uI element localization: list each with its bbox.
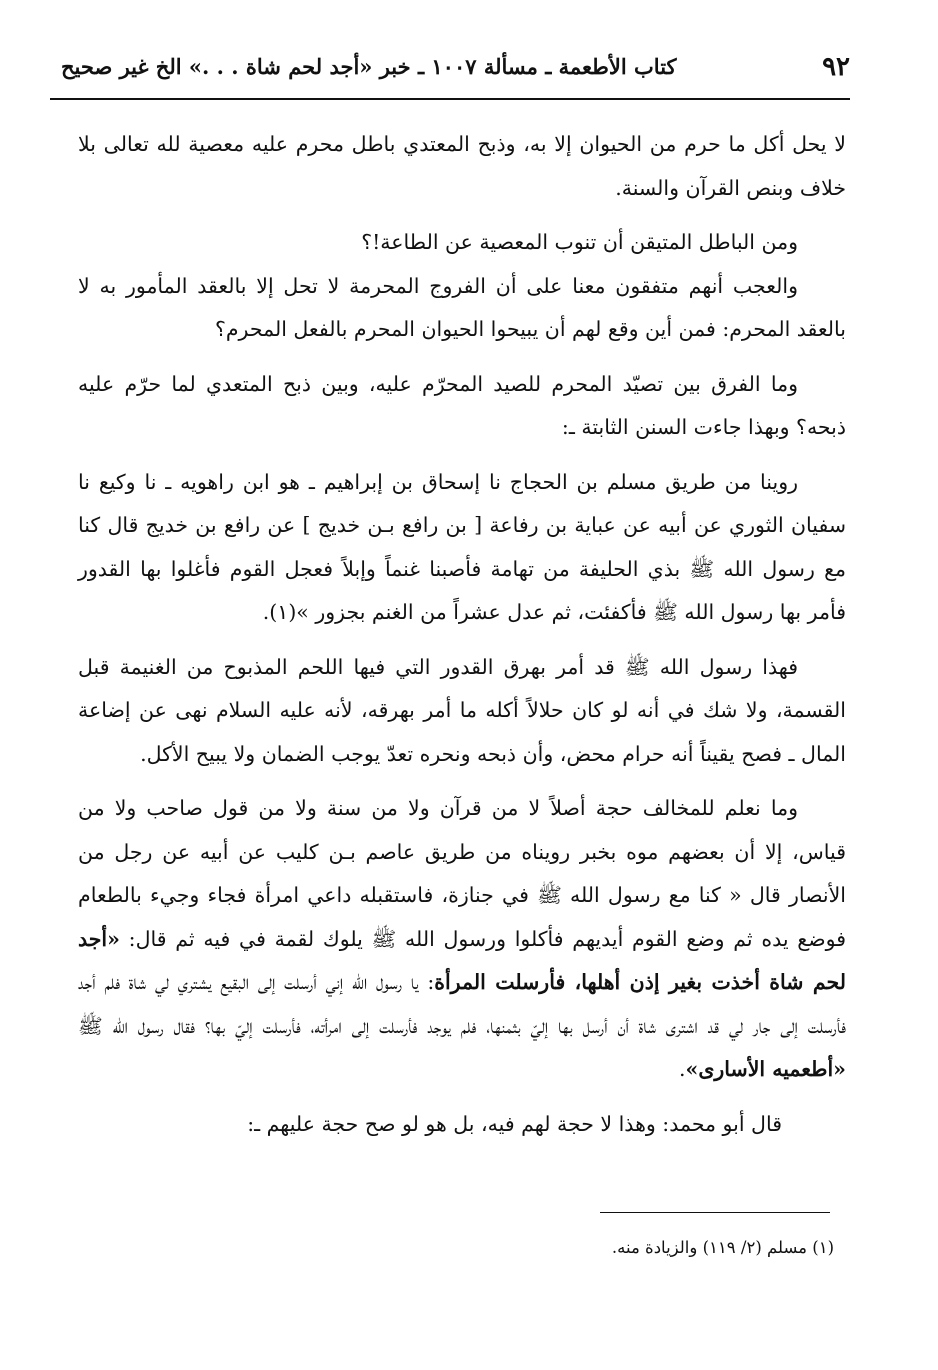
paragraph-7-end: . xyxy=(679,1057,686,1081)
running-title: كتاب الأطعمة ـ مسألة ١٠٠٧ ـ خبر «أجد لحم شاة . . .» الخ غير صحيح xyxy=(61,54,677,79)
footnote-divider xyxy=(600,1212,830,1213)
paragraph-2: ومن الباطل المتيقن أن تنوب المعصية عن الطاعة!؟ xyxy=(361,230,798,254)
hadith-quote-bold: «أجد لحم شاة أخذت بغير إذن أهلها، فأرسلت المرأة xyxy=(78,926,847,994)
page-header xyxy=(55,44,850,94)
paragraph-6: فهذا رسول الله ﷺ قد أمر بهرق القدور التي فيها اللحم المذبوح من الغنيمة قبل القسمة، ولا شك في أنه لو كان حلالاً أكله ما أمر بهرقه، لأنه عليه السلام نهى عن إضاعة المال ـ فصح يقيناً أنه حرام محض، وأن ذبحه ونحره تعدّ يوجب الضمان ولا يبيح الأكل. xyxy=(78,654,846,766)
main-text xyxy=(78,123,846,1157)
paragraph-8: قال أبو محمد: وهذا لا حجة لهم فيه، بل هو لو صح حجة عليهم ـ: xyxy=(247,1111,782,1136)
header-divider xyxy=(50,98,850,100)
footnote: (١) مسلم (٢/ ١١٩) والزيادة منه. xyxy=(611,1238,834,1257)
paragraph-7-text-b: : يا رسول الله إني أرسلت إلى البقيع يشتري لي شاة فلم أجد فأرسلت إلى جار لي قد اشترى شاة أن أرسل بها إليّ بثمنها، فلم يوجد فأرسلت إلى امرأته، فأرسلت إليّ بها؟ فقال رسول الله ﷺ xyxy=(78,970,846,1038)
page-number: ٩٢ xyxy=(822,52,850,82)
paragraph-1: لا يحل أكل ما حرم من الحيوان إلا به، وذبح المعتدي باطل محرم عليه معصية لله تعالى بلا خلاف وبنص القرآن والسنة. xyxy=(78,132,847,200)
paragraph-4: وما الفرق بين تصيّد المحرم للصيد المحرّم عليه، وبين ذبح المتعدي لما حرّم عليه ذبحه؟ وبهذا جاءت السنن الثابتة ـ: xyxy=(78,371,846,439)
paragraph-5: روينا من طريق مسلم بن الحجاج نا إسحاق بن إبراهيم ـ هو ابن راهويه ـ نا وكيع نا سفيان الثوري عن أبيه عن عباية بن رفاعة [ بن رافع بـن خديج ] عن رافع بن خديج قال كنا مع رسول الله ﷺ بذي الحليفة من تهامة فأصبنا غنماً وإبلاً فعجل القوم فأغلوا بها القدور فأمر بها رسول الله ﷺ فأكفئت، ثم عدل عشراً من الغنم بجزور »(١). xyxy=(78,469,846,624)
paragraph-3: والعجب أنهم متفقون معنا على أن الفروج المحرمة لا تحل إلا بالعقد المأمور به لا بالعقد المحرم: فمن أين وقع لهم أن يبيحوا الحيوان المحرم بالفعل المحرم؟ xyxy=(78,273,846,341)
paragraph-7-text-a: وما نعلم للمخالف حجة أصلاً لا من قرآن ولا من سنة ولا من قول صاحب ولا من قياس، إلا أن بعضهم موه بخبر رويناه من طريق عاصم بـن كليب عن أبيه عن رجل من الأنصار قال « كنا مع رسول الله ﷺ في جنازة، فاستقبله داعي امرأة فجاء وجيء بالطعام فوضع يده ثم وضع القوم أيديهم فأكلوا ورسول الله ﷺ يلوك لقمة في فيه ثم قال: xyxy=(78,796,846,951)
paragraph-7 xyxy=(78,787,846,1092)
prophet-reply-bold: «أطعميه الأسارى» xyxy=(685,1057,846,1081)
